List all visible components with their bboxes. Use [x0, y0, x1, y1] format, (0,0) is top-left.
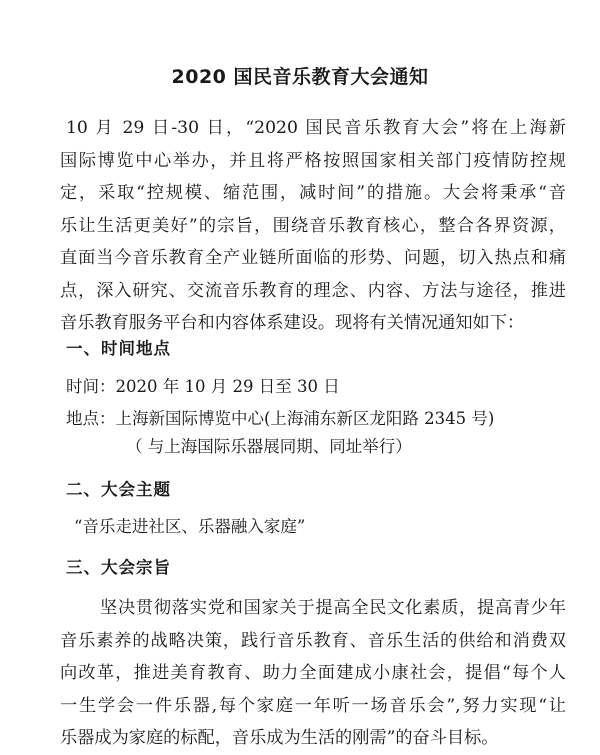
time-line: 时间：2020 年 10 月 29 日至 30 日	[66, 377, 340, 396]
section-heading-purpose: 三、大会宗旨	[66, 558, 171, 577]
venue-note-line: （ 与上海国际乐器展同期、同址举行）	[126, 437, 412, 456]
theme-info	[74, 512, 574, 542]
purpose-line-5: 乐器成为家庭的标配，音乐成为生活的刚需”的奋斗目标。	[60, 728, 499, 748]
purpose-line-2: 音乐素养的战略决策，践行音乐教育、音乐生活的供给和消费双	[60, 630, 566, 651]
intro-line-2: 国际博览中心举办，并且将严格按照国家相关部门疫情防控规	[60, 150, 566, 171]
venue-info	[66, 404, 566, 434]
intro-line-1: 10 月 29 日-30 日，“2020 国民音乐教育大会”将在上海新	[66, 118, 566, 138]
purpose-paragraph	[60, 592, 566, 755]
document-title: 2020 国民音乐教育大会通知	[171, 66, 429, 88]
intro-paragraph	[60, 112, 566, 340]
venue-note	[126, 432, 600, 462]
section-heading-time-venue: 一、时间地点	[66, 339, 171, 358]
purpose-line-3: 向改革，推进美育教育、助力全面建成小康社会，提倡“每个人	[60, 663, 566, 683]
theme-line: “音乐走进社区、乐器融入家庭”	[74, 517, 306, 536]
purpose-line-1: 坚决贯彻落实党和国家关于提高全民文化素质，提高青少年	[100, 598, 566, 618]
intro-line-6: 点，深入研究、交流音乐教育的理念、内容、方法与途径，推进	[60, 280, 566, 301]
venue-line: 地点：上海新国际博览中心(上海浦东新区龙阳路 2345 号)	[66, 409, 495, 428]
intro-line-4: 乐让生活更美好”的宗旨，围绕音乐教育核心，整合各界资源，	[60, 215, 566, 236]
intro-line-5: 直面当今音乐教育全产业链所面临的形势、问题，切入热点和痛	[60, 248, 566, 268]
section-heading-theme: 二、大会主题	[66, 480, 171, 499]
intro-line-7: 音乐教育服务平台和内容体系建设。现将有关情况通知如下：	[60, 313, 525, 333]
purpose-line-4: 一生学会一件乐器,每个家庭一年听一场音乐会”,努力实现“让	[60, 695, 566, 716]
time-info	[66, 372, 566, 402]
intro-line-3: 定，采取“控规模、缩范围，减时间”的措施。大会将秉承“音	[60, 183, 566, 203]
